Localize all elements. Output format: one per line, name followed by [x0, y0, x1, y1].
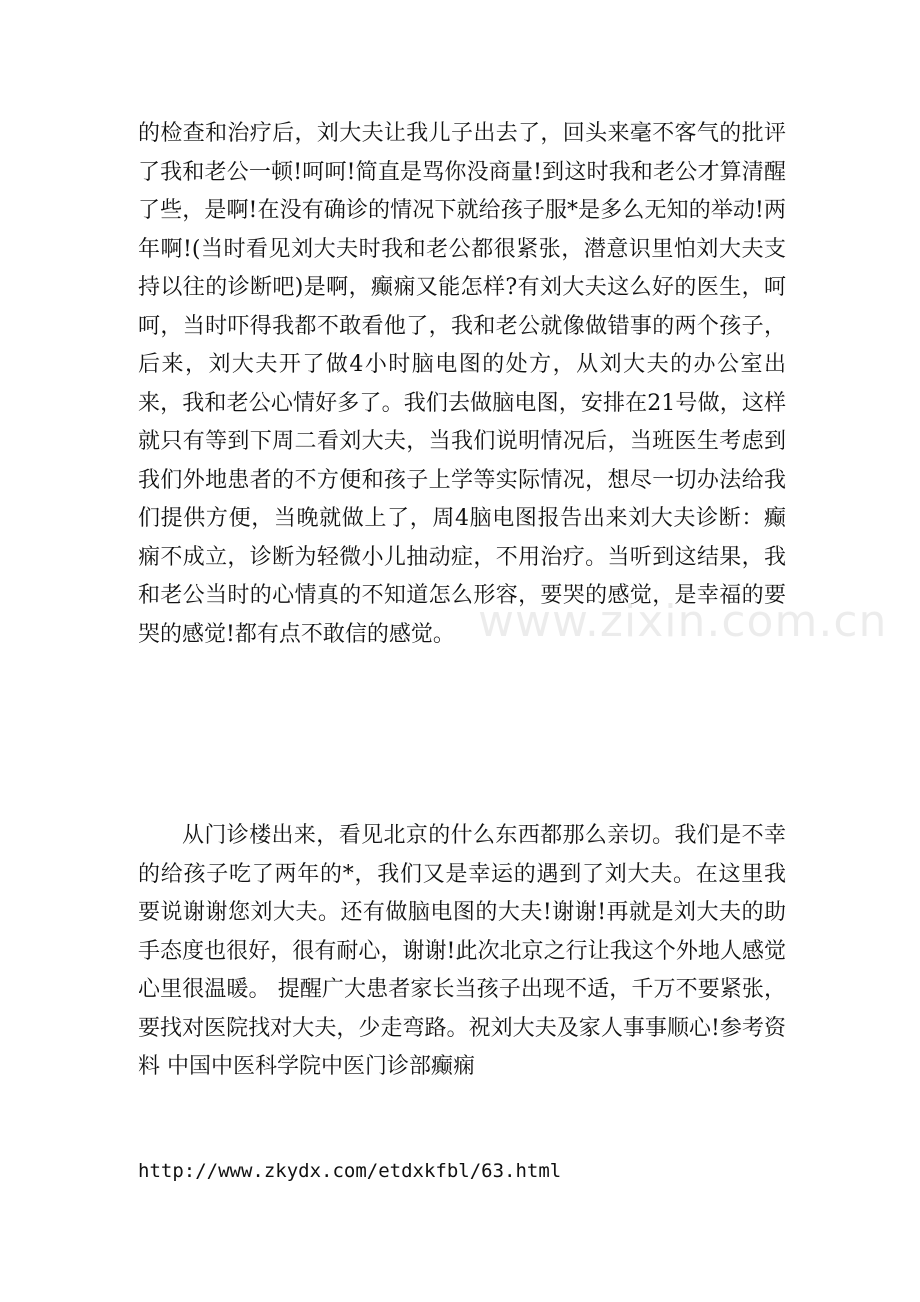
watermark-text: www.zixin.com.cn	[478, 596, 888, 647]
paragraph-thanks: 从门诊楼出来，看见北京的什么东西都那么亲切。我们是不幸的给孩子吃了两年的*，我们又是幸运的遇到了刘大夫。在这里我要说谢谢您刘大夫。还有做脑电图的大夫!谢谢!再就是刘大夫的助手态度也很好，很有耐心，谢谢!此次北京之行让我这个外地人感觉心里很温暖。 提醒广大患者家长当孩子出现不适，千万不要紧张，要找对医院找对大夫，少走弯路。祝刘大夫及家人事事顺心!参考资料 中国中医科学院中医门诊部癫痫	[138, 823, 786, 1079]
reference-url[interactable]: http://www.zkydx.com/etdxkfbl/63.html	[138, 1160, 562, 1182]
paragraph-diagnosis: 的检查和治疗后，刘大夫让我儿子出去了，回头来毫不客气的批评了我和老公一顿!呵呵!简直是骂你没商量!到这时我和老公才算清醒了些，是啊!在没有确诊的情况下就给孩子服*是多么无知的举动!两年啊!(当时看见刘大夫时我和老公都很紧张，潜意识里怕刘大夫支持以往的诊断吧)是啊，癫痫又能怎样?有刘大夫这么好的医生，呵呵，当时吓得我都不敢看他了，我和老公就像做错事的两个孩子，后来，刘大夫开了做4小时脑电图的处方，从刘大夫的办公室出来，我和老公心情好多了。我们去做脑电图，安排在21号做，这样就只有等到下周二看刘大夫，当我们说明情况后，当班医生考虑到我们外地患者的不方便和孩子上学等实际情况，想尽一切办法给我们提供方便，当晚就做上了，周4脑电图报告出来刘大夫诊断：癫痫不成立，诊断为轻微小儿抽动症，不用治疗。当听到这结果，我和老公当时的心情真的不知道怎么形容，要哭的感觉，是幸福的要哭的感觉!都有点不敢信的感觉。	[138, 121, 786, 647]
